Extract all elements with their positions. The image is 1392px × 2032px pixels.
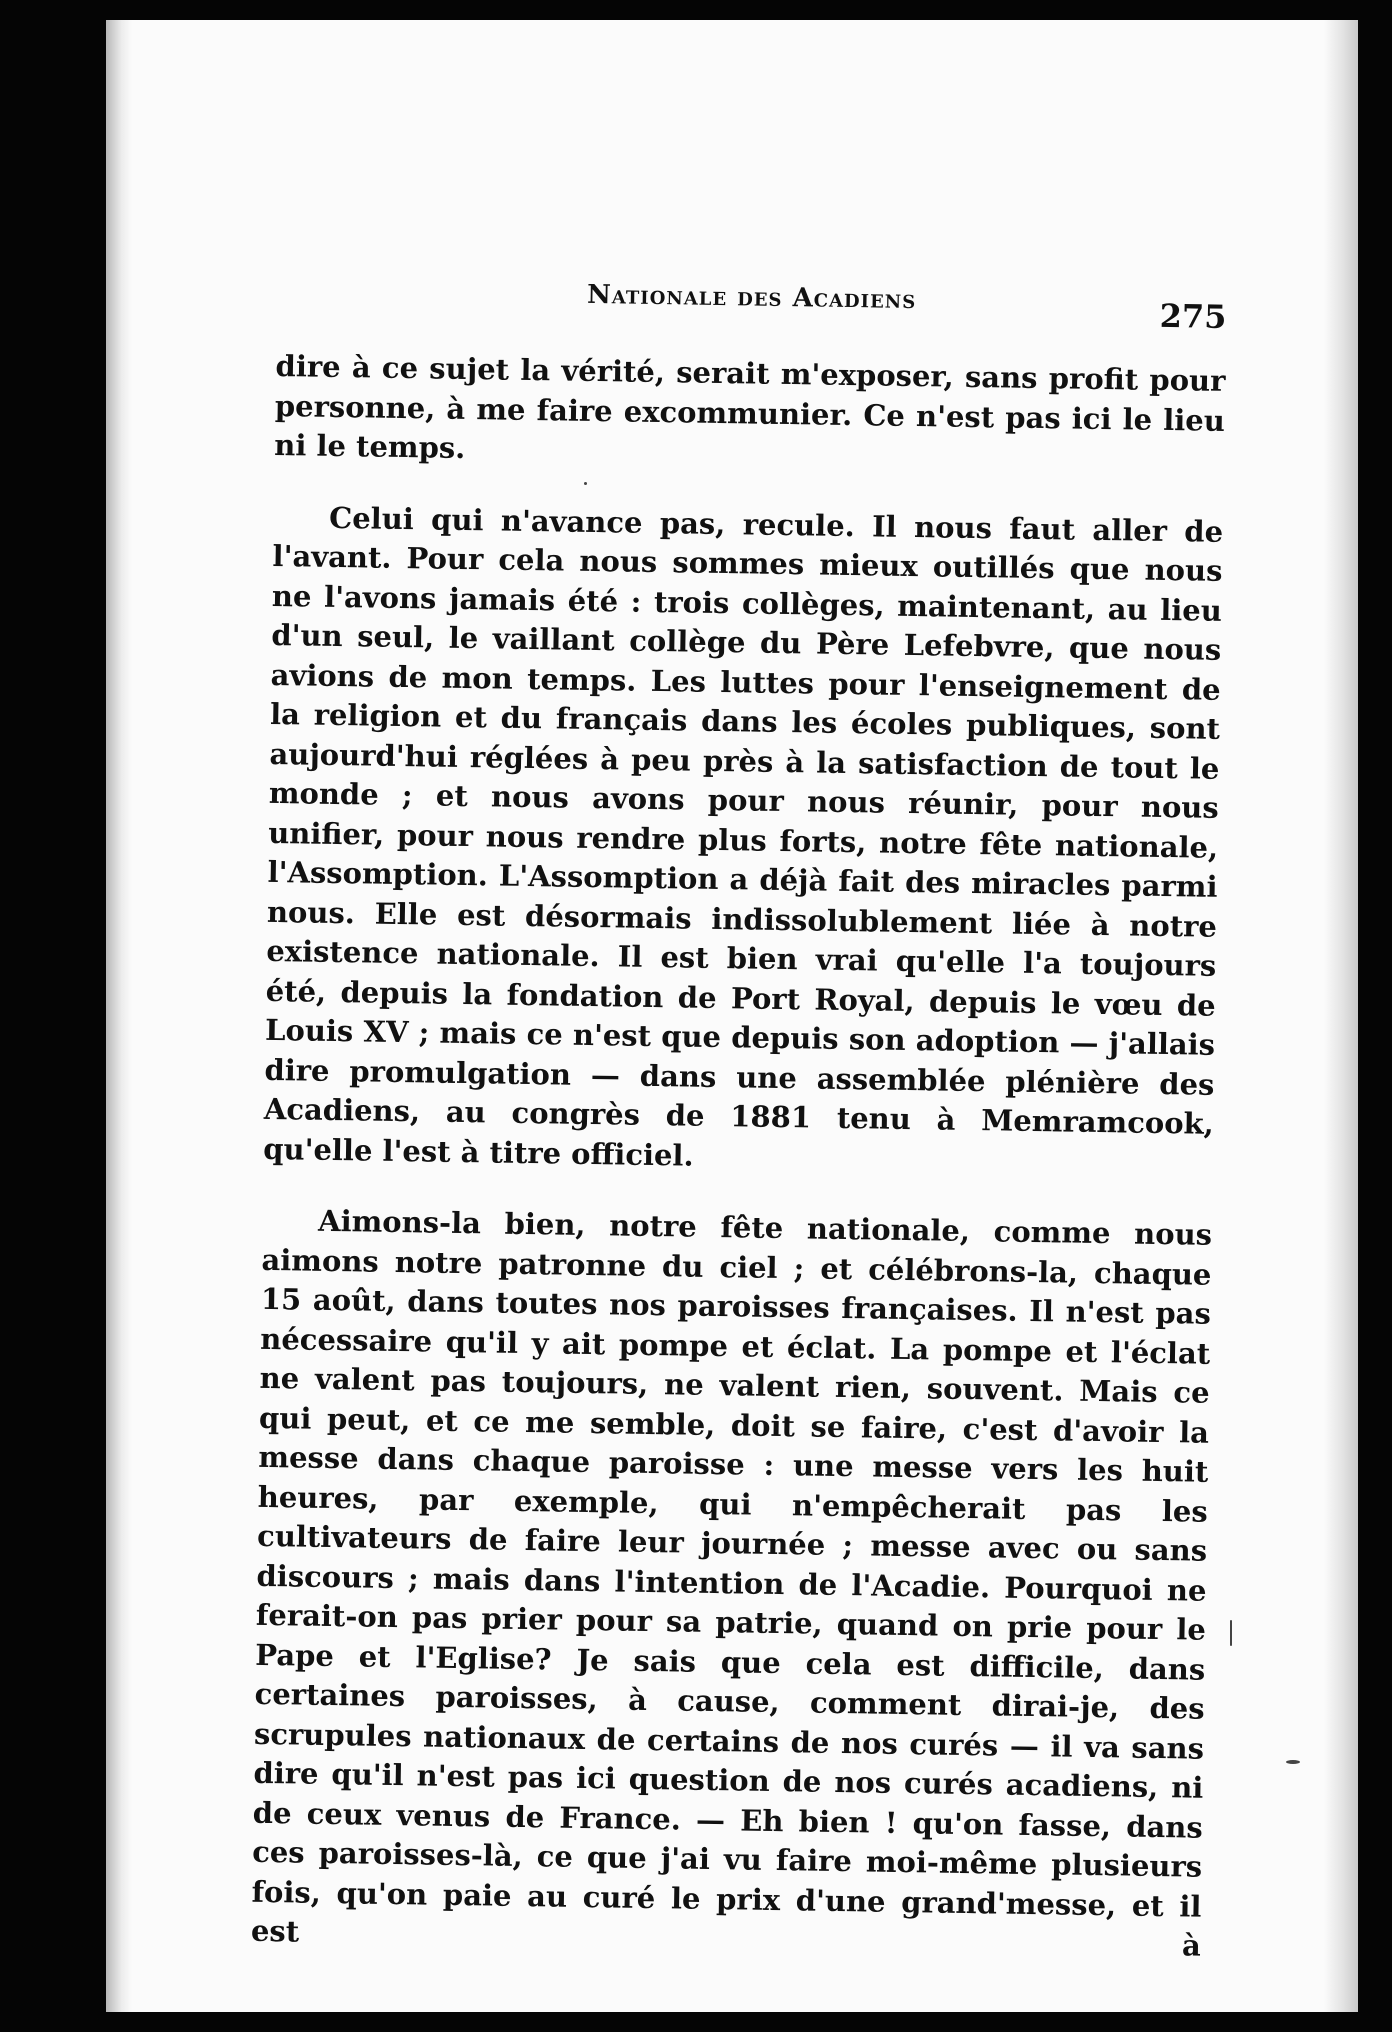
paragraph: dire à ce sujet la vérité, serait m'exposer, sans profit pour personne, à me faire excommunier. Ce n'est pas ici le lieu ni le temps. bbox=[274, 348, 1226, 465]
page-spine-shadow bbox=[106, 20, 132, 2012]
running-title: Nationale des Acadiens bbox=[586, 279, 917, 316]
paper-mark bbox=[1286, 1760, 1300, 1764]
page-edge-shadow bbox=[1324, 20, 1358, 2012]
paper-mark bbox=[1230, 1620, 1232, 1646]
paragraph: Celui qui n'avance pas, recule. Il nous faut aller de l'avant. Pour cela nous sommes mieux outillés que nous ne l'avons jamais été : trois collèges, maintenant, au lieu d'un seul, le vaillant collège du Père Lefebvre, que nous avions de mon temps. Les luttes pour l'enseignement de la religion et du français dans les écoles publiques, sont aujourd'hui réglées à peu près à la satisfaction de tout le monde ; et nous avons pour nous réunir, pour nous unifier, pour nous rendre plus forts, notre fête nationale, l'Assomption. L'Assomption a déjà fait des miracles parmi nous. Elle est désormais indissolublement liée à notre existence nationale. Il est bien vrai qu'elle l'a toujours été, depuis la fondation de Port Royal, depuis le vœu de Louis XV ; mais ce n'est que depuis son adoption — j'allais dire promulgation — dans une assemblée plénière des Acadiens, au congrès de 1881 tenu à Memramcook, qu'elle l'est à titre officiel. bbox=[263, 500, 1224, 1173]
book-page bbox=[106, 20, 1358, 2012]
paragraph: Aimons-la bien, notre fête nationale, comme nous aimons notre patronne du ciel ; et célébrons-la, chaque 15 août, dans toutes nos paroisses françaises. Il n'est pas nécessaire qu'il y ait pompe et éclat. La pompe et l'éclat ne valent pas toujours, ne valent rien, souvent. Mais ce qui peut, et ce me semble, doit se faire, c'est d'avoir la messe dans chaque paroisse : une messe vers les huit heures, par exemple, qui n'empêcherait pas les cultivateurs de faire leur journée ; messe avec ou sans discours ; mais dans l'intention de l'Acadie. Pourquoi ne ferait-on pas prier pour sa patrie, quand on prie pour le Pape et l'Eglise? Je sais que cela est difficile, dans certaines paroisses, à cause, comment dirai-je, des scrupules nationaux de certains de nos curés — il va sans dire qu'il n'est pas ici question de nos curés acadiens, ni de ceux venus de France. — Eh bien ! qu'on fasse, dans ces paroisses-là, ce que j'ai vu faire moi-même plusieurs fois, qu'on paie au curé le prix d'une grand'messe, et il est à bbox=[250, 1203, 1213, 1963]
running-head bbox=[276, 275, 1227, 350]
page-number: 275 bbox=[1159, 296, 1227, 336]
text-block bbox=[250, 275, 1227, 1998]
